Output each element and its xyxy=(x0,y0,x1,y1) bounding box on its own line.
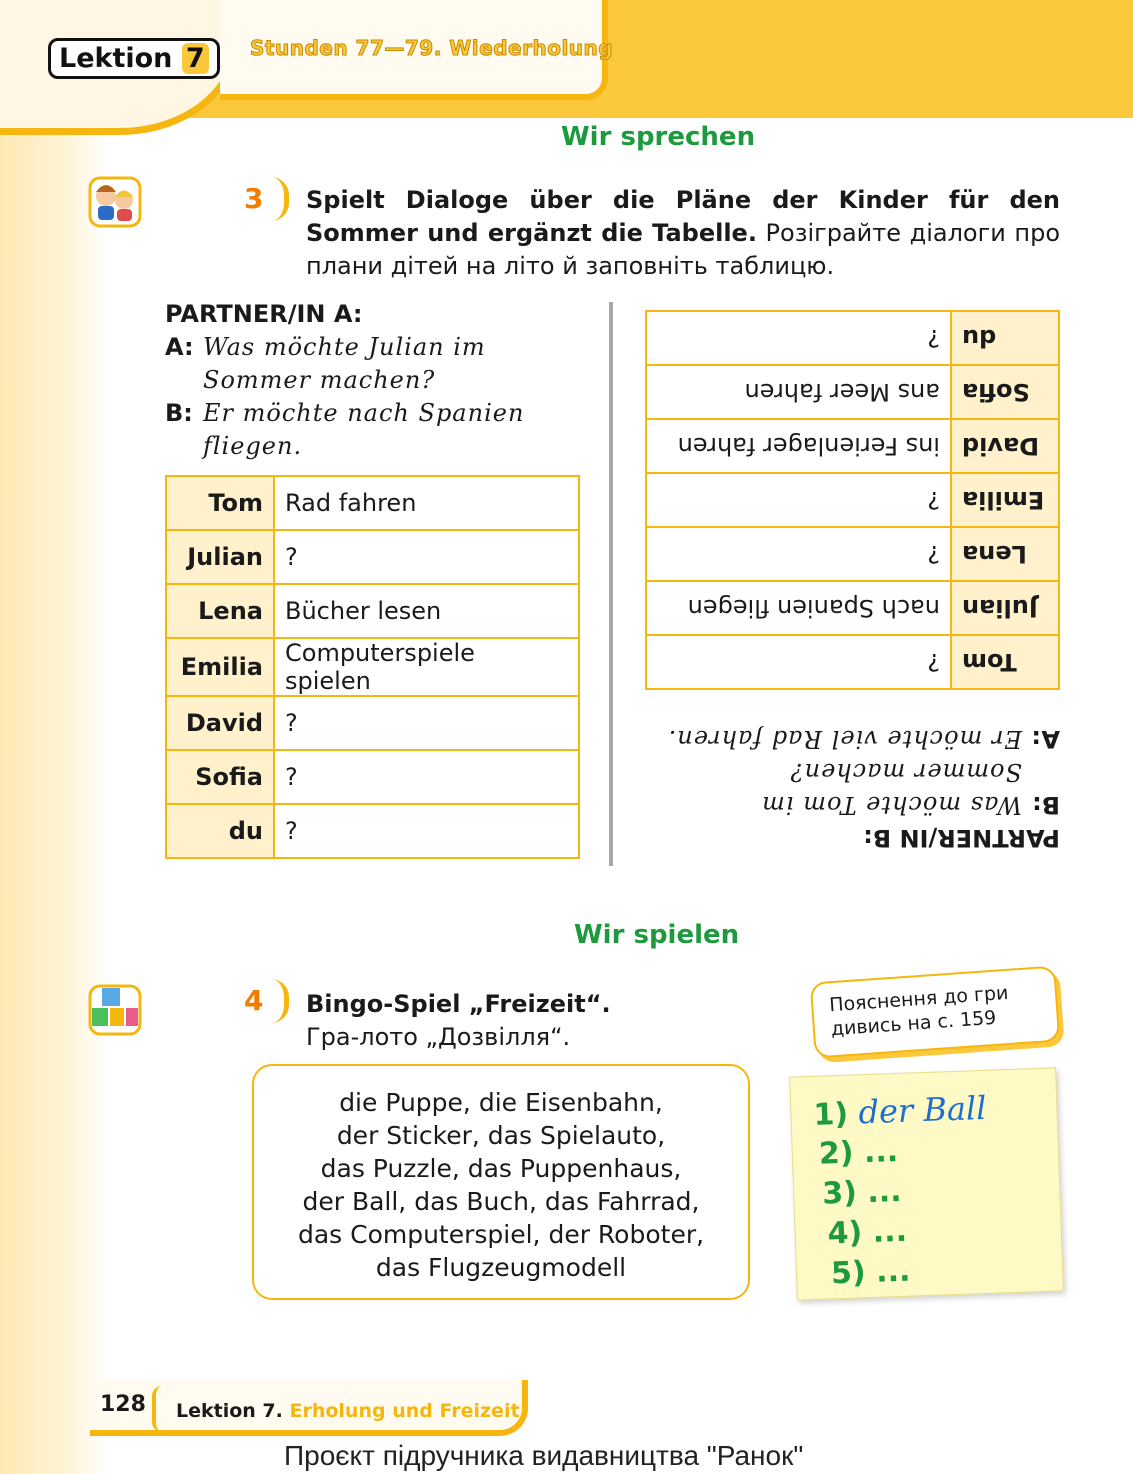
dialog-text: Was möchte Tom im Sommer machen? xyxy=(761,758,1022,819)
name-cell: Emilia xyxy=(166,638,274,696)
section-title-spielen: Wir spielen xyxy=(574,920,740,950)
exercise-3-instruction xyxy=(306,184,1060,283)
value-cell: ins Ferienlager fahren xyxy=(646,419,951,473)
name-cell: Tom xyxy=(166,476,274,530)
speaker-label: B: xyxy=(1032,791,1060,819)
value-cell: ans Meer fahren xyxy=(646,365,951,419)
value-cell: ? xyxy=(646,527,951,581)
dialog-line xyxy=(165,331,585,397)
value-cell: Bücher lesen xyxy=(274,584,579,638)
word-line: der Sticker, das Spielauto, xyxy=(336,1121,666,1150)
toy-blocks-icon xyxy=(84,978,144,1038)
value-cell: ? xyxy=(274,530,579,584)
speaker-label: A: xyxy=(1031,725,1060,753)
table-row xyxy=(166,696,579,750)
name-cell: Lena xyxy=(951,527,1059,581)
sticky-line xyxy=(818,1134,898,1172)
speaker-label: A: xyxy=(165,333,194,361)
partner-a-label: PARTNER/IN A: xyxy=(165,300,363,328)
bingo-title-de: Bingo-Spiel „Freizeit“. xyxy=(306,990,611,1018)
name-cell: Lena xyxy=(166,584,274,638)
sticky-num: 4) xyxy=(827,1215,863,1252)
word-line: das Puzzle, das Puppenhaus, xyxy=(320,1154,682,1183)
name-cell: Tom xyxy=(951,635,1059,689)
table-row xyxy=(166,804,579,858)
instruction-ua: Розіграйте діалоги про плани дітей на літо й заповніть таблицю. xyxy=(306,219,1060,280)
sticky-line xyxy=(830,1254,910,1292)
sticky-text: ... xyxy=(872,1213,908,1250)
footer-topic: Erholung und Freizeit xyxy=(289,1400,520,1422)
publisher-note: Проєкт підручника видавництва "Ранок" xyxy=(284,1440,804,1471)
table-row xyxy=(166,476,579,530)
lektion-number: 7 xyxy=(182,43,209,74)
value-cell: ? xyxy=(646,635,951,689)
sticky-num: 2) xyxy=(818,1135,855,1172)
bingo-instruction xyxy=(306,988,611,1054)
sticky-num: 1) xyxy=(812,1096,849,1133)
sticky-num: 3) xyxy=(821,1175,858,1212)
bingo-sticky-note xyxy=(789,1067,1064,1300)
word-list-box xyxy=(252,1064,750,1300)
partner-a-table xyxy=(165,475,580,859)
partner-b-label: PARTNER/IN B: xyxy=(863,824,1060,852)
page-separator xyxy=(152,1386,164,1432)
name-cell: Julian xyxy=(166,530,274,584)
value-cell: nach Spanien fliegen xyxy=(646,581,951,635)
table-row xyxy=(646,365,1059,419)
footer-lektion-label: Lektion 7. xyxy=(176,1400,283,1422)
sticky-text: ... xyxy=(875,1253,911,1290)
lektion-label: Lektion xyxy=(59,43,173,74)
value-cell: ? xyxy=(646,473,951,527)
sticky-num: 5) xyxy=(830,1255,867,1292)
dialog-line xyxy=(165,397,585,463)
name-cell: du xyxy=(951,311,1059,365)
exercise-bracket xyxy=(268,979,289,1023)
column-divider xyxy=(609,302,613,866)
name-cell: Julian xyxy=(951,581,1059,635)
page-number: 128 xyxy=(100,1392,146,1417)
exercise-number-4: 4 xyxy=(244,984,264,1017)
sticky-line xyxy=(813,1089,987,1133)
dialog-text: Was möchte Julian im Sommer machen? xyxy=(203,333,486,394)
table-row xyxy=(166,530,579,584)
name-cell: David xyxy=(951,419,1059,473)
section-title-sprechen: Wir sprechen xyxy=(561,122,756,152)
value-cell: ? xyxy=(646,311,951,365)
table-row xyxy=(166,638,579,696)
instruction-de: Spielt Dialoge über die Pläne der Kinder für den Sommer und ergänzt die Tabelle. xyxy=(306,186,1060,247)
children-icon xyxy=(84,170,144,230)
name-cell: Sofia xyxy=(166,750,274,804)
sticky-line xyxy=(822,1174,902,1212)
table-row xyxy=(646,581,1059,635)
footer-lektion xyxy=(176,1400,520,1422)
table-row xyxy=(646,311,1059,365)
exercise-number-3: 3 xyxy=(244,182,264,215)
table-row xyxy=(166,584,579,638)
dialog-text: Er möchte viel Rad fahren. xyxy=(667,725,1022,753)
game-note-tag: Пояснення до гри дивись на с. 159 xyxy=(810,966,1061,1059)
value-cell: ? xyxy=(274,696,579,750)
value-cell: ? xyxy=(274,804,579,858)
sticky-line xyxy=(827,1214,907,1252)
lektion-badge xyxy=(48,38,220,79)
dialog-line xyxy=(645,722,1060,755)
speaker-label: B: xyxy=(165,399,193,427)
word-line: der Ball, das Buch, das Fahrrad, xyxy=(302,1187,700,1216)
partner-b-upside-down xyxy=(645,318,1060,854)
table-row xyxy=(646,635,1059,689)
name-cell: Sofia xyxy=(951,365,1059,419)
stunden-title: Stunden 77—79. Wiederholung xyxy=(250,36,614,60)
value-cell: Computerspiele spielen xyxy=(274,638,579,696)
exercise-bracket xyxy=(268,177,289,221)
table-row xyxy=(166,750,579,804)
bingo-title-ua: Гра-лото „Дозвілля“. xyxy=(306,1023,571,1051)
word-line: das Flugzeugmodell xyxy=(375,1253,627,1282)
partner-a-dialog xyxy=(165,298,585,463)
sticky-text: der Ball xyxy=(857,1088,988,1132)
table-row xyxy=(646,473,1059,527)
value-cell: Rad fahren xyxy=(274,476,579,530)
name-cell: Emilia xyxy=(951,473,1059,527)
table-row xyxy=(646,419,1059,473)
word-line: das Computerspiel, der Roboter, xyxy=(297,1220,705,1249)
name-cell: David xyxy=(166,696,274,750)
partner-b-dialog xyxy=(645,722,1060,854)
partner-b-table xyxy=(645,310,1060,690)
word-line: die Puppe, die Eisenbahn, xyxy=(339,1088,663,1117)
dialog-text: Er möchte nach Spanien fliegen. xyxy=(203,399,525,460)
sticky-text: ... xyxy=(863,1133,899,1171)
value-cell: ? xyxy=(274,750,579,804)
dialog-line xyxy=(645,755,1060,821)
name-cell: du xyxy=(166,804,274,858)
sticky-text: ... xyxy=(866,1173,903,1211)
table-row xyxy=(646,527,1059,581)
